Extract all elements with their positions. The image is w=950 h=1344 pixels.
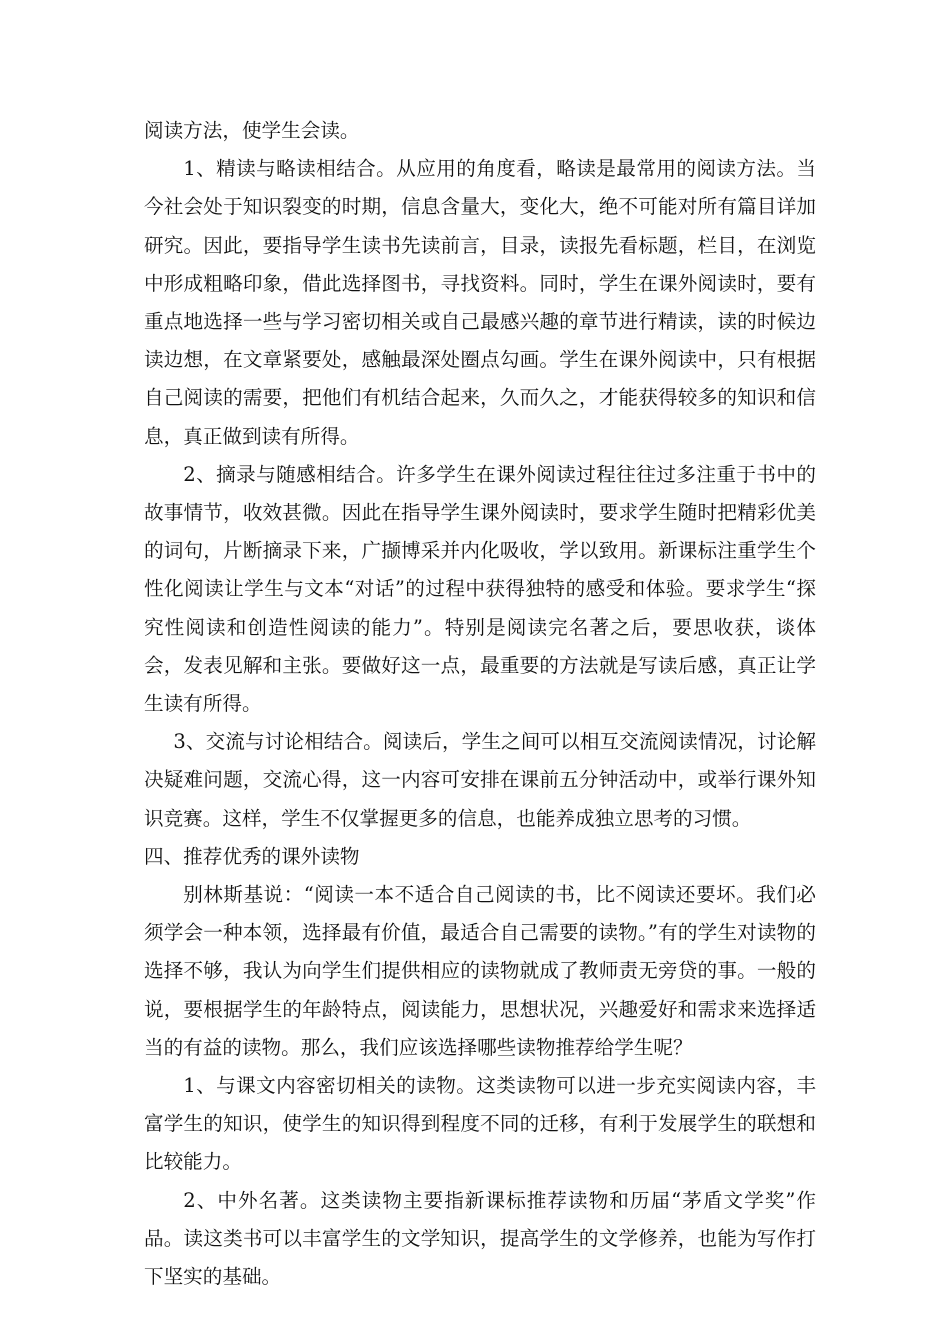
paragraph-excerpt-reflection: 2、摘录与随感相结合。许多学生在课外阅读过程往往过多注重于书中的故事情节，收效甚微。因此在指导学生课外阅读时，要求学生随时把精彩优美的词句，片断摘录下来，广撷博采并内化吸收，学以致用。新课标注重学生个性化阅读让学生与文本“对话”的过程中获得独特的感受和体验。要求学生“探究性阅读和创造性阅读的能力”。特别是阅读完名著之后，要思收获，谈体会，发表见解和主张。要做好这一点，最重要的方法就是写读后感，真正让学生读有所得。 <box>144 462 816 716</box>
paragraph-exchange-discussion: 3、交流与讨论相结合。阅读后，学生之间可以相互交流阅读情况，讨论解决疑难问题，交流心得，这一内容可安排在课前五分钟活动中，或举行课外知识竞赛。这样，学生不仅掌握更多的信息，也能养成独立思考的习惯。 <box>144 730 816 830</box>
paragraph-classic-works: 2、中外名著。这类读物主要指新课标推荐读物和历届“茅盾文学奖”作品。读这类书可以丰富学生的文学知识，提高学生的文学修养，也能为写作打下坚实的基础。 <box>144 1188 816 1289</box>
paragraph-belinsky-quote: 别林斯基说：“阅读一本不适合自己阅读的书，比不阅读还要坏。我们必须学会一种本领，选择最有价值，最适合自己需要的读物。”有的学生对读物的选择不够，我认为向学生们提供相应的读物就成了教师责无旁贷的事。一般的说，要根据学生的年龄特点，阅读能力，思想状况，兴趣爱好和需求来选择适当的有益的读物。那么，我们应该选择哪些读物推荐给学生呢？ <box>144 883 816 1059</box>
paragraph-related-readings: 1、与课文内容密切相关的读物。这类读物可以进一步充实阅读内容，丰富学生的知识，使学生的知识得到程度不同的迁移，有利于发展学生的联想和比较能力。 <box>144 1074 816 1174</box>
paragraph-intensive-skim-reading: 1、精读与略读相结合。从应用的角度看，略读是最常用的阅读方法。当今社会处于知识裂变的时期，信息含量大，变化大，绝不可能对所有篇目详加研究。因此，要指导学生读书先读前言，目录，读报先看标题，栏目，在浏览中形成粗略印象，借此选择图书，寻找资料。同时，学生在课外阅读时，要有重点地选择一些与学习密切相关或自己最感兴趣的章节进行精读，读的时候边读边想，在文章紧要处，感触最深处圈点勾画。学生在课外阅读中，只有根据自己阅读的需要，把他们有机结合起来，久而久之，才能获得较多的知识和信息，真正做到读有所得。 <box>144 157 816 448</box>
document-body <box>144 112 816 1296</box>
paragraph-continuation: 阅读方法，使学生会读。 <box>144 119 360 142</box>
section-heading-recommend-reading: 四、推荐优秀的课外读物 <box>144 844 360 868</box>
